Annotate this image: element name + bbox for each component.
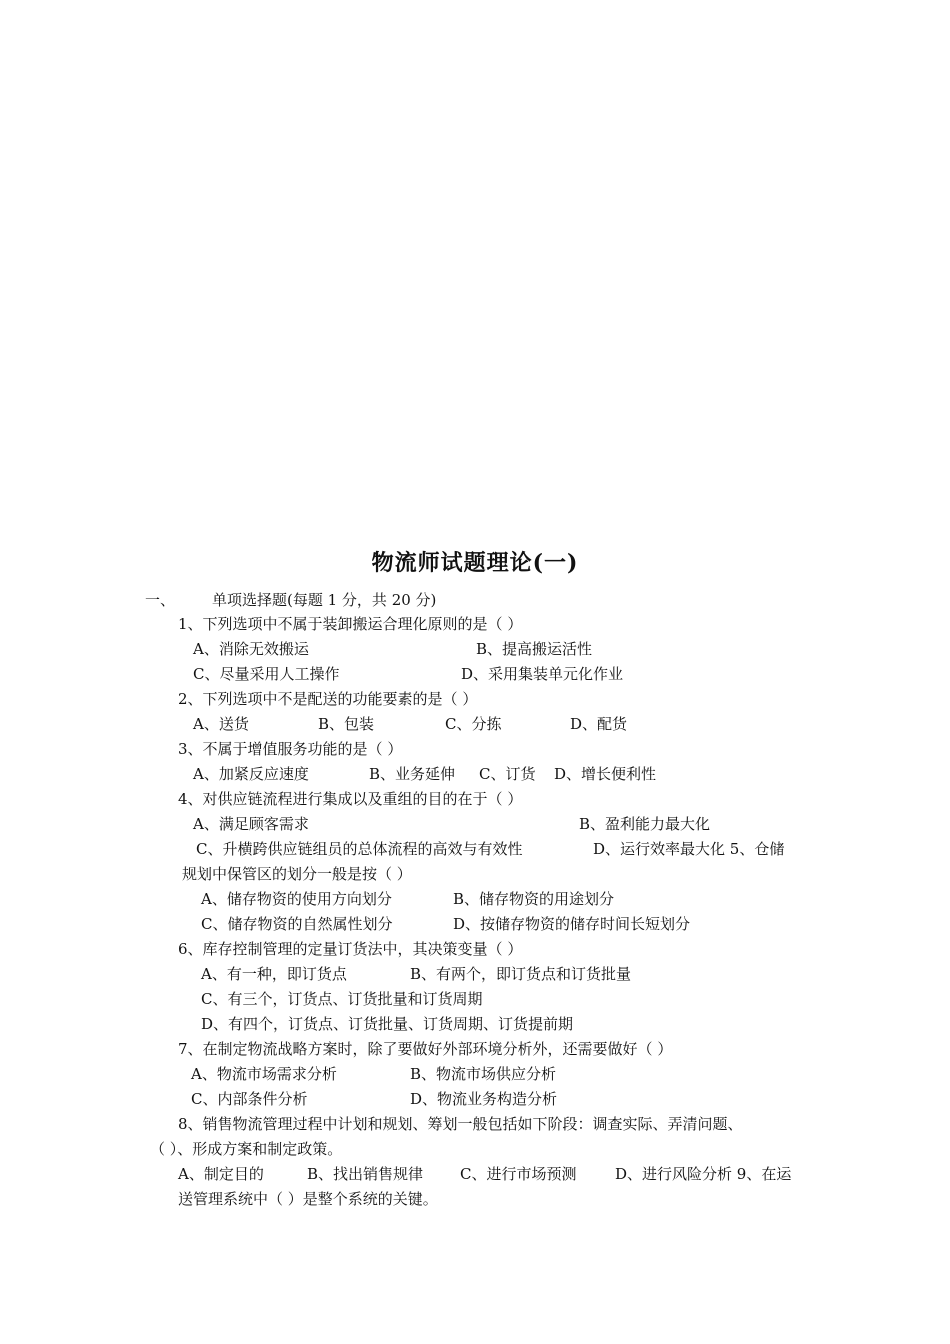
question-3-stem: 3、不属于增值服务功能的是（ ）	[178, 740, 403, 758]
question-7-option-a: A、物流市场需求分析	[191, 1065, 337, 1083]
question-8-option-b: B、找出销售规律	[307, 1165, 424, 1183]
question-7-option-d: D、物流业务构造分析	[410, 1090, 558, 1108]
question-3-option-a: A、加紧反应速度	[193, 765, 309, 783]
question-4-option-a: A、满足顾客需求	[193, 815, 309, 833]
question-1-option-b: B、提高搬运活性	[476, 640, 593, 658]
question-2-option-a: A、送货	[193, 715, 249, 733]
question-2-option-b: B、包装	[318, 715, 375, 733]
question-2-stem: 2、下列选项中不是配送的功能要素的是（ ）	[178, 690, 478, 708]
question-7-stem: 7、在制定物流战略方案时，除了要做好外部环境分析外，还需要做好（ ）	[178, 1040, 673, 1058]
question-5-option-a: A、储存物资的使用方向划分	[201, 890, 392, 908]
question-4-option-d: D、运行效率最大化 5、仓储	[593, 840, 785, 858]
question-8-stem: 8、销售物流管理过程中计划和规划、筹划一般包括如下阶段：调查实际、弄清问题、	[178, 1115, 743, 1133]
question-9-stem: 送管理系统中（ ）是整个系统的关键。	[178, 1190, 438, 1208]
question-8-option-a: A、制定目的	[178, 1165, 264, 1183]
question-3-option-c: C、订货	[479, 765, 536, 783]
question-1-stem: 1、下列选项中不属于装卸搬运合理化原则的是（ ）	[178, 615, 523, 633]
question-6-stem: 6、库存控制管理的定量订货法中，其决策变量（ ）	[178, 940, 523, 958]
question-2-option-c: C、分拣	[445, 715, 502, 733]
question-4-option-c: C、升横跨供应链组员的总体流程的高效与有效性	[196, 840, 523, 858]
document-title: 物流师试题理论(一)	[371, 550, 579, 576]
question-7-option-c: C、内部条件分析	[191, 1090, 308, 1108]
question-6-option-d: D、有四个，订货点、订货批量、订货周期、订货提前期	[201, 1015, 574, 1033]
question-8-option-d: D、进行风险分析 9、在运	[615, 1165, 792, 1183]
question-2-option-d: D、配货	[570, 715, 628, 733]
question-5-option-d: D、按储存物资的储存时间长短划分	[453, 915, 691, 933]
question-6-option-a: A、有一种，即订货点	[201, 965, 347, 983]
question-3-option-b: B、业务延伸	[369, 765, 456, 783]
question-1-option-d: D、采用集装单元化作业	[461, 665, 624, 683]
question-3-option-d: D、增长便利性	[554, 765, 657, 783]
question-5-stem: 规划中保管区的划分一般是按（ ）	[182, 865, 412, 883]
question-8-stem-continued: （ ）、形成方案和制定政策。	[150, 1140, 343, 1158]
question-1-option-a: A、消除无效搬运	[193, 640, 309, 658]
question-5-option-b: B、储存物资的用途划分	[453, 890, 615, 908]
question-1-option-c: C、尽量采用人工操作	[193, 665, 340, 683]
question-6-option-b: B、有两个，即订货点和订货批量	[410, 965, 632, 983]
question-4-option-b: B、盈利能力最大化	[579, 815, 711, 833]
question-4-stem: 4、对供应链流程进行集成以及重组的目的在于（ ）	[178, 790, 523, 808]
question-7-option-b: B、物流市场供应分析	[410, 1065, 557, 1083]
section-heading: 单项选择题(每题 1 分，共 20 分)	[212, 591, 437, 609]
question-6-option-c: C、有三个，订货点、订货批量和订货周期	[201, 990, 483, 1008]
section-number: 一、	[145, 591, 176, 609]
question-5-option-c: C、储存物资的自然属性划分	[201, 915, 393, 933]
question-8-option-c: C、进行市场预测	[460, 1165, 577, 1183]
